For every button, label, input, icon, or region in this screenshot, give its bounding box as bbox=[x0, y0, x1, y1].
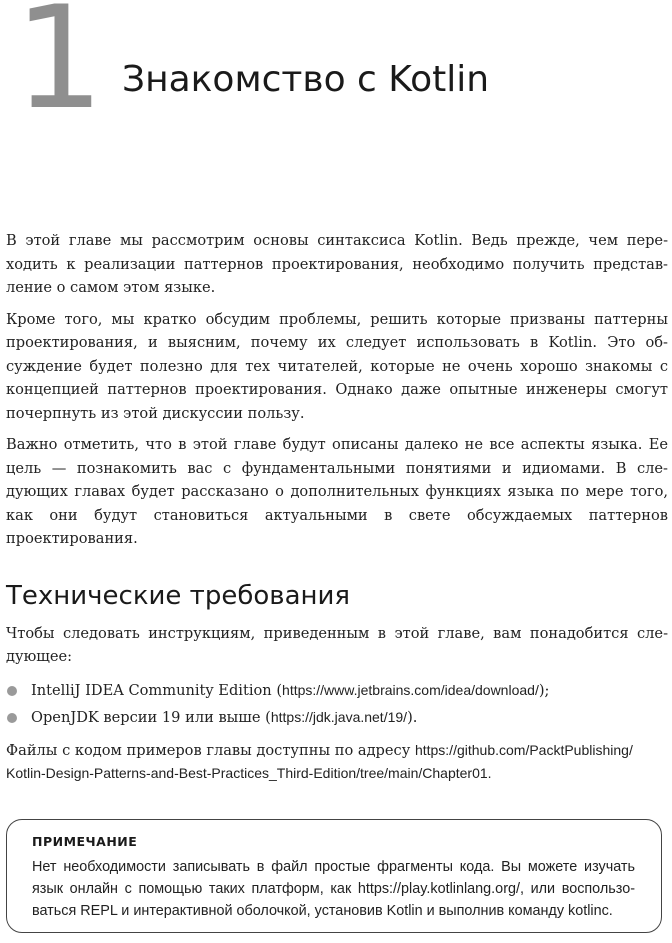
note-text: Нет необходимости записывать в файл простые фрагменты кода. Вы можете изучать язык онлайн с помощью таких платформ, как https://play.kotlinlang.org/, или воспользо-ваться REPL и интерактивной оболочкой, установив Kotlin и выполнив команду kotlinc. bbox=[32, 859, 635, 919]
list-item: OpenJDK версии 19 или выше (https://jdk.java.net/19/). bbox=[6, 704, 668, 731]
files-paragraph bbox=[6, 739, 668, 786]
requirement-link[interactable]: https://www.jetbrains.com/idea/download/ bbox=[282, 681, 539, 698]
intro-paragraph-3: Важно отметить, что в этой главе будут описаны далеко не все аспекты языка. Ее цель — познакомить вас с фундаментальными понятиями и идиомами. В сле-дующих главах будет рассказано о дополнительных функциях языка по мере того, как они будут становиться актуальными в свете обсуждаемых паттернов проектирования. bbox=[6, 436, 668, 547]
bullet-icon bbox=[7, 686, 17, 696]
files-link[interactable]: https://github.com/PacktPublishing/ bbox=[414, 741, 633, 758]
section-heading-requirements: Технические требования bbox=[6, 580, 351, 611]
note-box bbox=[6, 819, 662, 933]
note-title: ПРИМЕЧАНИЕ bbox=[32, 834, 138, 849]
list-item: IntelliJ IDEA Community Edition (https://www.jetbrains.com/idea/download/); bbox=[6, 677, 668, 704]
requirement-name: OpenJDK версии 19 или выше bbox=[31, 708, 261, 726]
files-text: Файлы с кодом примеров главы доступны по адресу bbox=[6, 741, 411, 759]
chapter-title: Знакомство с Kotlin bbox=[122, 59, 490, 100]
intro-paragraph-2: Кроме того, мы кратко обсудим проблемы, решить которые призваны паттерны проектирования, и выясним, почему их следует использовать в Kotlin. Это об-суждение будет полезно для тех читателей, которые не очень хорошо знакомы с концепцией паттернов проектирования. Однако даже опытные инженеры смогут почерпнуть из этой дискуссии пользу. bbox=[6, 310, 668, 422]
chapter-body bbox=[6, 229, 668, 794]
requirement-link[interactable]: https://jdk.java.net/19/ bbox=[270, 708, 408, 725]
intro-paragraph-1: В этой главе мы рассмотрим основы синтаксиса Kotlin. Ведь прежде, чем пере-ходить к реализации паттернов проектирования, необходимо получить представ-ление о самом этом языке. bbox=[6, 232, 668, 296]
chapter-number: 1 bbox=[14, 0, 105, 141]
requirement-name: IntelliJ IDEA Community Edition bbox=[31, 681, 272, 699]
requirements-lead: Чтобы следовать инструкциям, приведенным в этой главе, вам понадобится сле-дующее: bbox=[6, 624, 668, 666]
requirements-list bbox=[6, 677, 668, 731]
files-link-continued[interactable]: Kotlin-Design-Patterns-and-Best-Practices_Third-Edition/tree/main/Chapter01. bbox=[6, 765, 492, 782]
bullet-icon bbox=[7, 713, 17, 723]
